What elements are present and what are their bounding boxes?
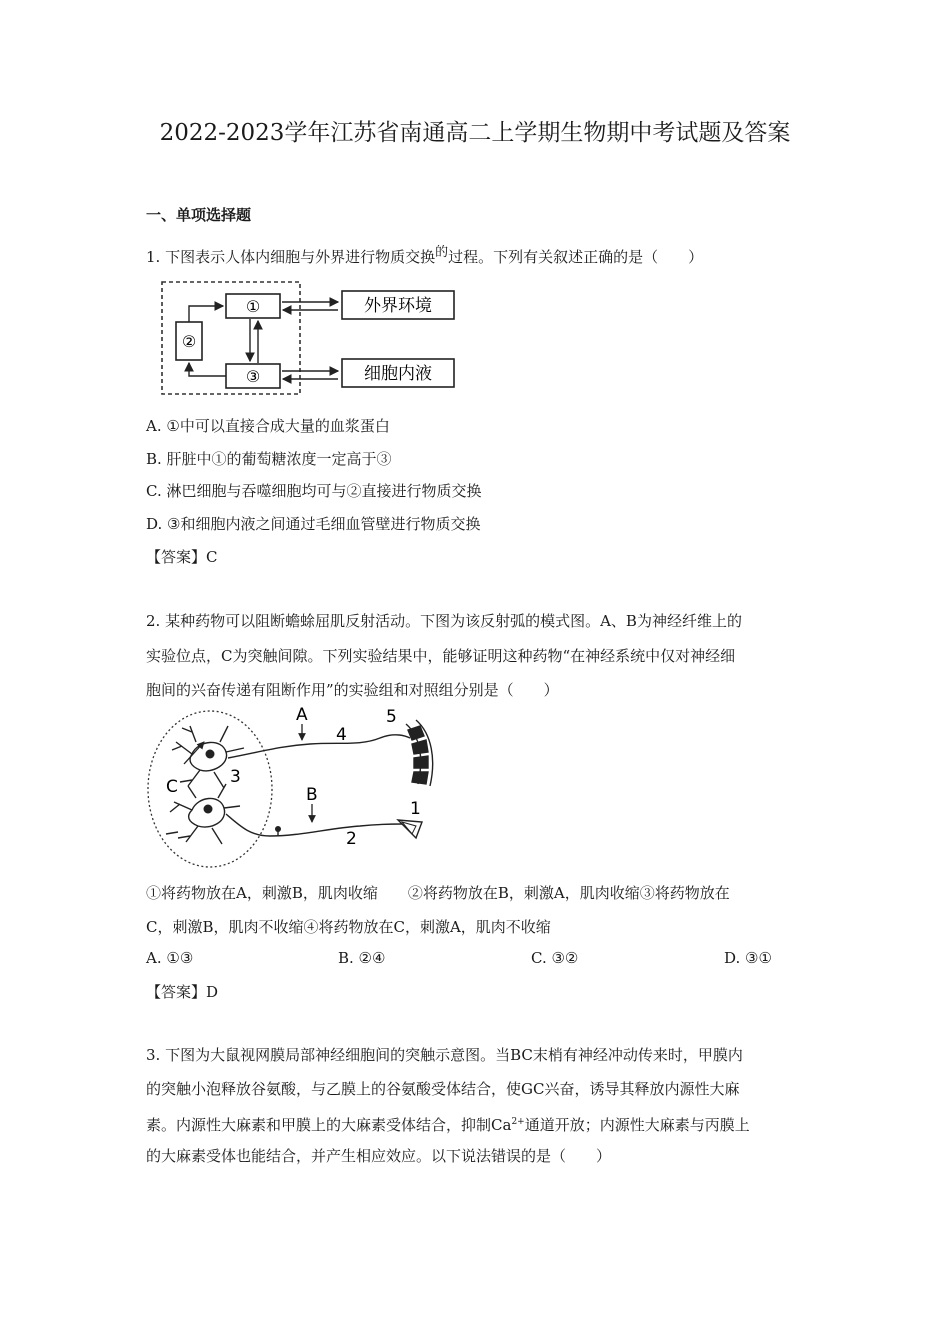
q2-option-b: B. ②④ — [338, 949, 386, 967]
q2-label-5: 5 — [386, 707, 397, 727]
q1-arrow-3-to-2 — [189, 363, 226, 376]
q1-stem-de: 的 — [435, 245, 449, 260]
q1-cell-fluid-label: 细胞内液 — [364, 364, 432, 384]
q2-muscle — [406, 720, 433, 786]
q2-label-c: C — [166, 777, 178, 797]
q2-receptor — [398, 820, 422, 838]
q1-option-c: C. 淋巴细胞与吞噬细胞均可与②直接进行物质交换 — [146, 482, 482, 500]
q1-diagram — [150, 276, 470, 402]
q2-option-c: C. ③② — [531, 949, 579, 967]
q1-option-b: B. 肝脏中①的葡萄糖浓度一定高于③ — [146, 450, 392, 468]
q1-box-1-label: ① — [245, 297, 261, 316]
q3-line-4: 的大麻素受体也能结合，并产生相应效应。以下说法错误的是（ ） — [146, 1147, 612, 1165]
q1-box-2-label: ② — [181, 332, 197, 351]
q1-option-d: D. ③和细胞内液之间通过毛细血管壁进行物质交换 — [146, 515, 481, 533]
q3-line-1: 3. 下图为大鼠视网膜局部神经细胞间的突触示意图。当BC末梢有神经冲动传来时，甲膜内 — [146, 1046, 743, 1064]
q1-option-a: A. ①中可以直接合成大量的血浆蛋白 — [146, 417, 390, 435]
q3-line-3-sup: 2+ — [511, 1117, 525, 1127]
q1-stem-a: 1. 下图表示人体内细胞与外界进行物质交换 — [146, 248, 436, 266]
q1-box-3-label: ③ — [245, 367, 261, 386]
q2-stem-line-3: 胞间的兴奋传递有阻断作用”的实验组和对照组分别是（ ） — [146, 681, 559, 699]
q2-arrow-c — [184, 742, 204, 764]
q2-statements-line-2: C，刺激B，肌肉不收缩④将药物放在C，刺激A，肌肉不收缩 — [146, 918, 551, 936]
q2-label-1: 1 — [410, 799, 421, 819]
q2-label-3: 3 — [230, 767, 241, 787]
q2-label-4: 4 — [336, 725, 347, 745]
q1-stem-b: 过程。下列有关叙述正确的是（ ） — [448, 248, 704, 266]
q2-label-b: B — [306, 785, 318, 805]
q1-ext-env-label: 外界环境 — [364, 296, 432, 316]
q2-label-2: 2 — [346, 829, 357, 849]
q2-option-a: A. ①③ — [146, 949, 194, 967]
q2-statements-line-1: ①将药物放在A，刺激B，肌肉收缩 ②将药物放在B，刺激A，肌肉收缩③将药物放在 — [146, 884, 730, 902]
q3-line-3-a: 素。内源性大麻素和甲膜上的大麻素受体结合，抑制Ca — [146, 1116, 512, 1134]
q1-arrow-2-to-1 — [189, 306, 223, 322]
q2-answer: 【答案】D — [146, 983, 219, 1001]
q2-stem-line-1: 2. 某种药物可以阻断蟾蜍屈肌反射活动。下图为该反射弧的模式图。A、B为神经纤维上的 — [146, 612, 742, 630]
q3-line-2: 的突触小泡释放谷氨酸，与乙膜上的谷氨酸受体结合，使GC兴奋，诱导其释放内源性大麻 — [146, 1080, 740, 1098]
q3-line-3 — [146, 1107, 810, 1140]
q2-lower-neuron — [166, 784, 402, 844]
page-title: 2022-2023学年江苏省南通高二上学期生物期中考试题及答案 — [159, 120, 791, 146]
section-heading: 一、单项选择题 — [146, 206, 252, 224]
q1-answer: 【答案】C — [146, 548, 218, 566]
q2-upper-neuron — [172, 726, 410, 788]
q1-stem — [146, 238, 810, 272]
q2-reflex-arc-diagram — [140, 702, 440, 872]
q2-stem-line-2: 实验位点，C为突触间隙。下列实验结果中，能够证明这种药物“在神经系统中仅对神经细 — [146, 647, 736, 665]
q2-label-a: A — [296, 705, 308, 725]
q3-line-3-b: 通道开放；内源性大麻素与丙膜上 — [524, 1116, 750, 1134]
q2-option-d: D. ③① — [724, 949, 772, 967]
